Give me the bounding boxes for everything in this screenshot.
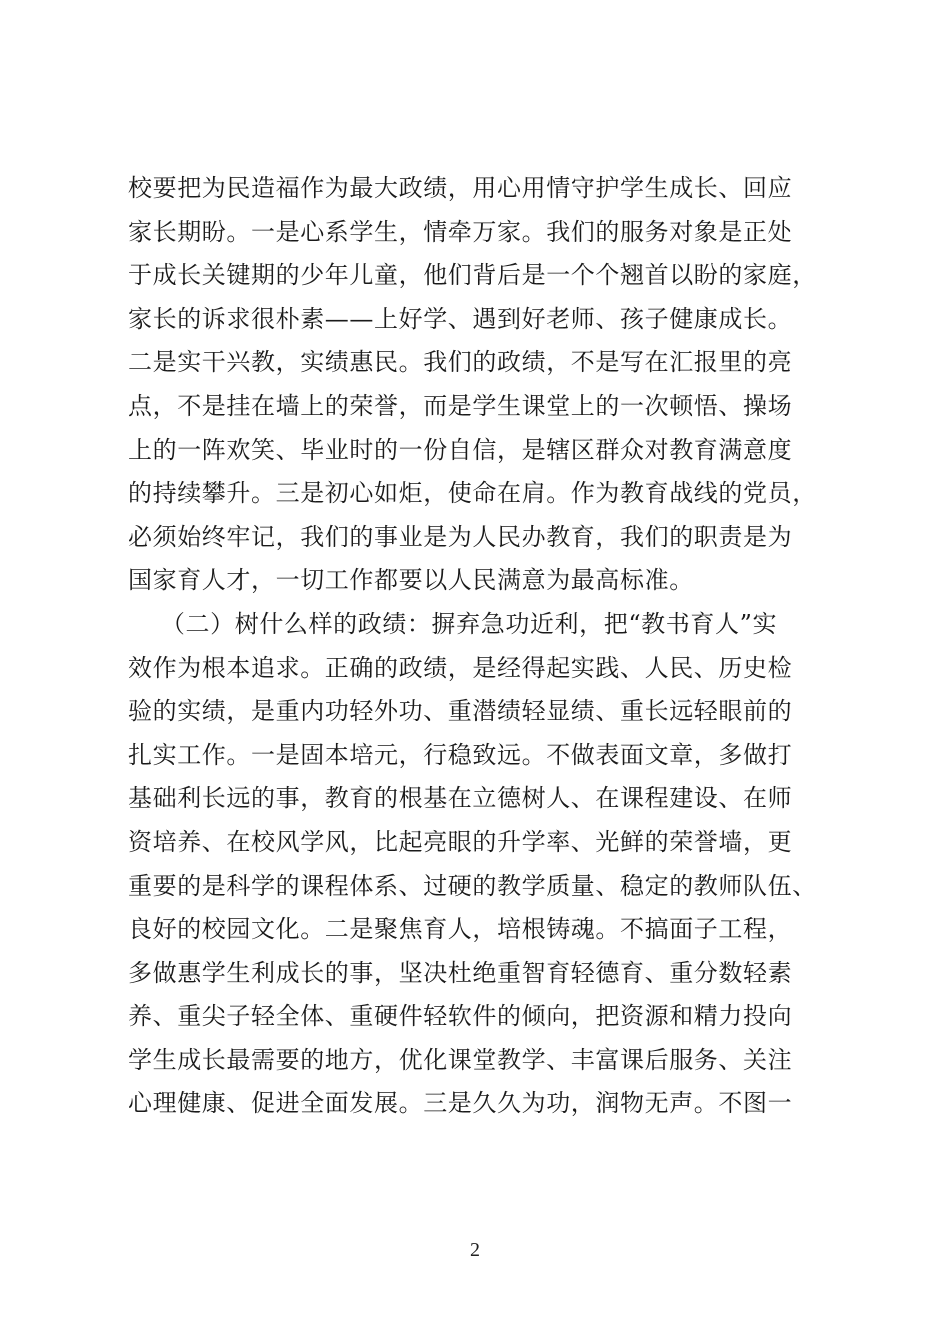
body-text bbox=[128, 167, 828, 1126]
text-line: 点，不是挂在墙上的荣誉，而是学生课堂上的一次顿悟、操场 bbox=[128, 391, 793, 420]
page-number: 2 bbox=[470, 1239, 480, 1261]
text-line: 上的一阵欢笑、毕业时的一份自信，是辖区群众对教育满意度 bbox=[128, 435, 793, 464]
text-line: 良好的校园文化。二是聚焦育人，培根铸魂。不搞面子工程， bbox=[128, 915, 793, 944]
text-line: 家长期盼。一是心系学生，情牵万家。我们的服务对象是正处 bbox=[128, 217, 793, 246]
text-line: 心理健康、促进全面发展。三是久久为功，润物无声。不图一 bbox=[128, 1089, 793, 1118]
text-line: 家长的诉求很朴素——上好学、遇到好老师、孩子健康成长。 bbox=[128, 304, 793, 333]
text-line: 于成长关键期的少年儿童，他们背后是一个个翘首以盼的家庭， bbox=[128, 261, 817, 290]
text-line: 资培养、在校风学风，比起亮眼的升学率、光鲜的荣誉墙，更 bbox=[128, 827, 793, 856]
text-line: 校要把为民造福作为最大政绩，用心用情守护学生成长、回应 bbox=[128, 174, 793, 202]
text-line: 国家育人才，一切工作都要以人民满意为最高标准。 bbox=[128, 566, 694, 595]
text-line: 学生成长最需要的地方，优化课堂教学、丰富课后服务、关注 bbox=[128, 1045, 793, 1074]
text-line: 二是实干兴教，实绩惠民。我们的政绩，不是写在汇报里的亮 bbox=[128, 348, 793, 377]
section-heading-line: （二）树什么样的政绩：摒弃急功近利，把“教书育人”实 bbox=[128, 609, 778, 638]
text-line: 验的实绩，是重内功轻外功、重潜绩轻显绩、重长远轻眼前的 bbox=[128, 697, 793, 726]
text-line: 重要的是科学的课程体系、过硬的教学质量、稳定的教师队伍、 bbox=[128, 871, 817, 900]
text-line: 效作为根本追求。正确的政绩，是经得起实践、人民、历史检 bbox=[128, 653, 793, 682]
text-line: 养、重尖子轻全体、重硬件轻软件的倾向，把资源和精力投向 bbox=[128, 1002, 793, 1031]
text-line: 基础利长远的事，教育的根基在立德树人、在课程建设、在师 bbox=[128, 784, 793, 813]
text-line: 扎实工作。一是固本培元，行稳致远。不做表面文章，多做打 bbox=[128, 740, 793, 769]
text-line: 多做惠学生利成长的事，坚决杜绝重智育轻德育、重分数轻素 bbox=[128, 958, 793, 987]
text-line: 的持续攀升。三是初心如炬，使命在肩。作为教育战线的党员， bbox=[128, 479, 817, 508]
text-line: 必须始终牢记，我们的事业是为人民办教育，我们的职责是为 bbox=[128, 522, 793, 551]
